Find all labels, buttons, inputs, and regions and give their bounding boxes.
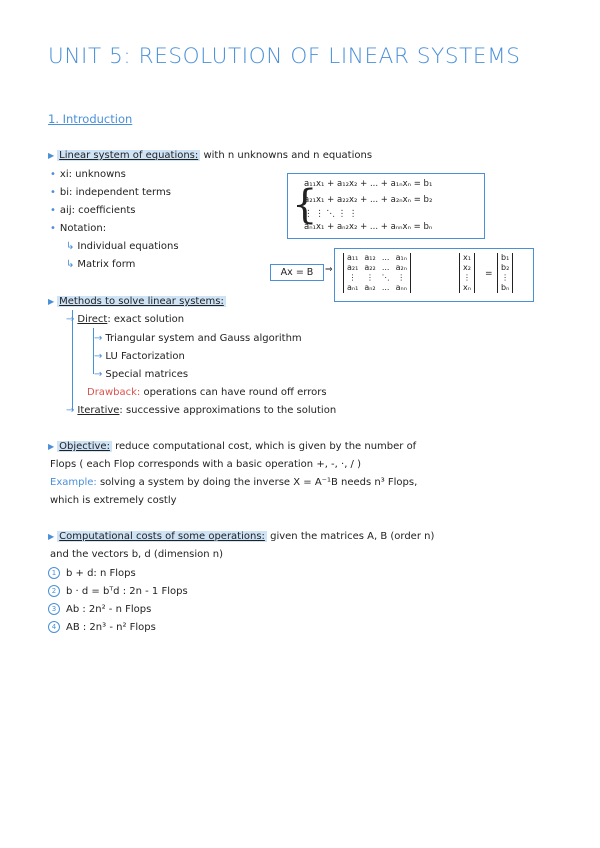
iterative-method: → Iterative: successive approximations to the solution — [66, 405, 337, 416]
arrow-right-icon: → — [66, 314, 75, 325]
equation-line: a₂₁x₁ + a₂₂x₂ + ... + a₂ₙxₙ = b₂ — [304, 195, 433, 205]
notation-item: ↳ Matrix form — [66, 259, 136, 270]
notation-item: ↳ Individual equations — [66, 241, 179, 252]
section-heading-introduction: 1. Introduction — [48, 112, 133, 126]
triangle-bullet-icon: ▶ — [48, 151, 55, 160]
list-item: • aij: coefficients — [50, 205, 136, 216]
drawback-label: Drawback: — [87, 387, 141, 398]
circled-number: 1 — [48, 567, 60, 579]
cost-item: 3 Ab : 2n² - n Flops — [48, 603, 151, 615]
direct-item: → LU Factorization — [94, 351, 185, 362]
drawback-line — [87, 387, 327, 398]
costs-line-2: and the vectors b, d (dimension n) — [50, 549, 224, 560]
linear-system-label: Linear system of equations: — [59, 150, 199, 161]
equation-line: aₙ₁x₁ + aₙ₂x₂ + ... + aₙₙxₙ = bₙ — [304, 222, 433, 232]
triangle-bullet-icon: ▶ — [48, 297, 55, 306]
direct-item: → Special matrices — [94, 369, 189, 380]
costs-label: Computational costs of some operations: — [59, 531, 265, 542]
dot-bullet-icon: • — [50, 169, 56, 180]
equation-line: a₁₁x₁ + a₁₂x₂ + ... + a₁ₙxₙ = b₁ — [304, 179, 433, 189]
equation-system-box — [287, 173, 485, 239]
brace-icon: { — [292, 182, 318, 228]
circled-number: 4 — [48, 621, 60, 633]
cost-item: 4 AB : 2n³ - n² Flops — [48, 621, 156, 633]
arrow-right-icon: → — [66, 405, 75, 416]
hook-arrow-icon: ↳ — [66, 259, 75, 270]
dot-bullet-icon: • — [50, 187, 56, 198]
example-line: Example: solving a system by doing the inverse X = A⁻¹B needs n³ Flops, — [50, 477, 418, 488]
objective-line: ▶ Objective: reduce computational cost, which is given by the number of — [48, 441, 417, 452]
tree-line — [72, 310, 73, 410]
circled-number: 3 — [48, 603, 60, 615]
list-item: • xi: unknowns — [50, 169, 126, 180]
triangle-bullet-icon: ▶ — [48, 532, 55, 541]
cost-item: 1 b + d: n Flops — [48, 567, 136, 579]
objective-label: Objective: — [59, 441, 110, 452]
list-item: • Notation: — [50, 223, 107, 234]
page-title: UNIT 5: RESOLUTION OF LINEAR SYSTEMS — [48, 44, 521, 69]
objective-line-2: Flops ( each Flop corresponds with a basic operation +, -, ·, / ) — [50, 459, 362, 470]
implies-arrow-icon: ⇒ — [325, 265, 333, 275]
x-vector: x₁ x₂ ⋮ xₙ — [459, 253, 475, 293]
b-vector: b₁ b₂ ⋮ bₙ — [497, 253, 513, 293]
triangle-bullet-icon: ▶ — [48, 442, 55, 451]
dot-bullet-icon: • — [50, 223, 56, 234]
arrow-right-icon: → — [94, 333, 103, 344]
drawback-desc: operations can have round off errors — [143, 387, 327, 398]
circled-number: 2 — [48, 585, 60, 597]
coefficient-matrix: a₁₁ a₁₂ ... a₁ₙ a₂₁ a₂₂ ... a₂ₙ ⋮ ⋮ ⋱ ⋮ aₙ₁ aₙ₂ ... aₙₙ — [343, 253, 411, 293]
direct-method: → Direct: exact solution — [66, 314, 185, 325]
direct-item: → Triangular system and Gauss algorithm — [94, 333, 302, 344]
list-item: • bi: independent terms — [50, 187, 171, 198]
equation-line: ⋮ ⋮ ⋱ ⋮ ⋮ — [304, 209, 358, 219]
arrow-right-icon: → — [94, 369, 103, 380]
equals-sign: = — [485, 269, 493, 279]
hook-arrow-icon: ↳ — [66, 241, 75, 252]
cost-item: 2 b · d = bᵀd : 2n - 1 Flops — [48, 585, 188, 597]
arrow-right-icon: → — [94, 351, 103, 362]
matrix-form-box — [334, 248, 534, 302]
example-line-2: which is extremely costly — [50, 495, 177, 506]
methods-line — [48, 296, 226, 307]
example-label: Example: — [50, 477, 97, 488]
dot-bullet-icon: • — [50, 205, 56, 216]
linear-system-desc: with n unknowns and n equations — [203, 150, 373, 161]
costs-line: ▶ Computational costs of some operations: given the matrices A, B (order n) — [48, 531, 435, 542]
methods-label: Methods to solve linear systems: — [59, 296, 224, 307]
linear-system-line — [48, 150, 372, 161]
ax-b-box: Ax = B — [270, 264, 324, 281]
